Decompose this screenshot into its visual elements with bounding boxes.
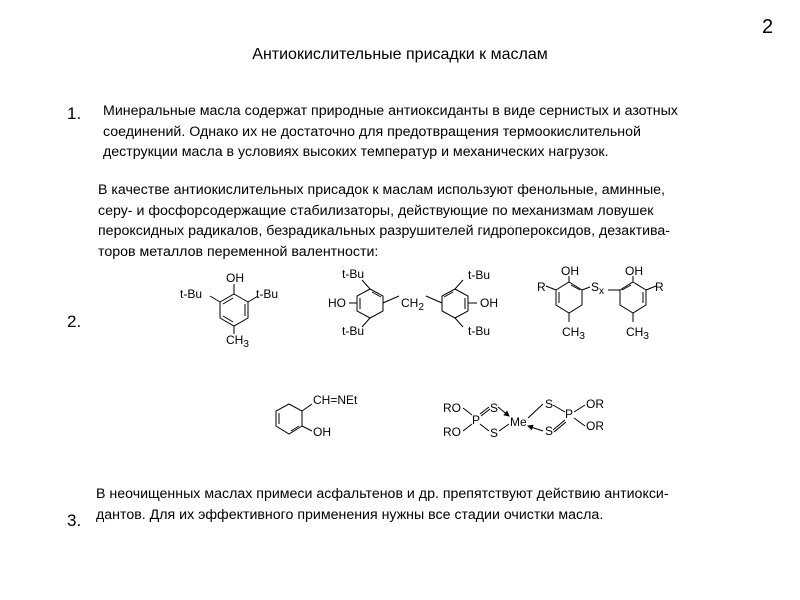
mol3-r-right: R (655, 280, 664, 294)
mol2-oh: OH (480, 296, 498, 310)
benzene-ring (220, 294, 248, 326)
mol1-tbu-right: t-Bu (256, 287, 279, 301)
mol2-tbu-tl: t-Bu (342, 267, 365, 281)
text-line: В неочищенных маслах примеси асфальтенов и др. препятствуют действию антиокси- (96, 486, 669, 502)
mol2-tbu-bl: t-Bu (342, 324, 365, 338)
mol5-s3: S (545, 397, 554, 411)
mol4-imine: CH=NEt (313, 393, 358, 407)
mol3-sx: $S_x$ (591, 280, 605, 297)
benzene-ring (357, 289, 383, 318)
item-1-marker: 1. (67, 104, 82, 123)
text-line: пероксидных радикалов, безрадикальных разрушителей гидропероксидов, дезактива- (98, 223, 670, 239)
mol2-ch2: $CH_2$ (401, 296, 424, 313)
mol2-tbu-br: t-Bu (468, 324, 491, 338)
mol3-oh-left: OH (561, 264, 579, 278)
mol2-ho: HO (328, 296, 346, 310)
benzene-ring (620, 282, 646, 313)
mol3-ch3-right: $CH_3$ (626, 325, 649, 342)
structure-thiobisphenol (537, 264, 664, 342)
mol4-oh: OH (313, 425, 331, 439)
mol3-oh-right: OH (625, 264, 643, 278)
structure-metal-dithiophosphate (443, 397, 604, 440)
slide-title: Антиокислительные присадки к маслам (252, 46, 548, 63)
mol3-r-left: R (537, 280, 546, 294)
text-line: деструкции масла в условиях высоких температур и механических нагрузок. (103, 144, 609, 160)
mol1-tbu-left: t-Bu (180, 287, 203, 301)
mol5-s2: S (490, 426, 499, 440)
structure-salicylaldimine (276, 393, 358, 439)
text-line: Минеральные масла содержат природные антиоксиданты в виде сернистых и азотных (103, 103, 678, 119)
text-line: серу- и фосфорсодержащие стабилизаторы, действующие по механизмам ловушек (98, 202, 654, 219)
text-line: В качестве антиокислительных присадок к маслам используют фенольные, аминные, (98, 182, 665, 198)
text-line: соединений. Однако их не достаточно для предотвращения термоокислительной (103, 123, 641, 140)
mol5-ro-top: RO (443, 401, 461, 415)
mol5-me: Me (510, 415, 527, 429)
mol3-ch3-left: $CH_3$ (562, 325, 585, 342)
mol5-ro-bottom: RO (443, 425, 461, 439)
mol5-p-right: P (565, 407, 574, 421)
mol1-ch3: $CH_3$ (226, 333, 249, 350)
structure-ionol (180, 271, 278, 350)
text-line: торов металлов переменной валентности: (98, 243, 379, 260)
benzene-ring (442, 289, 468, 318)
mol5-s1: S (490, 401, 499, 415)
mol5-or-top: OR (586, 397, 604, 411)
benzene-ring (276, 404, 302, 434)
item-3-marker: 3. (67, 511, 82, 530)
mol5-p-left: P (472, 413, 481, 427)
mol5-or-bottom: OR (586, 419, 604, 433)
page-number: 2 (762, 16, 774, 38)
item-2-marker: 2. (67, 312, 82, 331)
mol5-s4: S (545, 424, 554, 438)
text-line: дантов. Для их эффективного применения нужны все стадии очистки масла. (96, 506, 604, 523)
benzene-ring (556, 282, 582, 313)
mol1-oh: OH (226, 271, 244, 285)
mol2-tbu-tr: t-Bu (468, 268, 491, 282)
structure-methylene-bisphenol (328, 267, 498, 338)
